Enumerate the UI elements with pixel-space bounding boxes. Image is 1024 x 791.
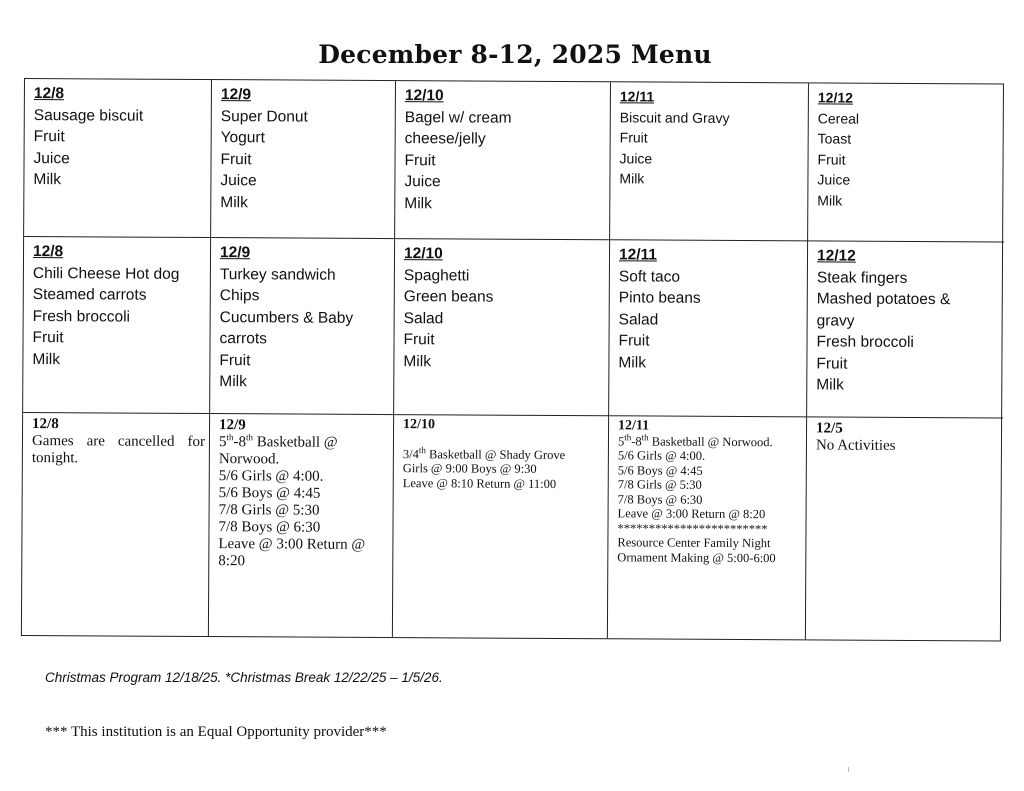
grade-a: 3/4 [402, 446, 419, 461]
menu-item: Salad [403, 309, 444, 327]
activity-line: 7/8 Girls @ 5:30 [218, 502, 320, 519]
ordinal: th [624, 431, 632, 442]
menu-item: Spaghetti [403, 266, 470, 284]
activity-rest: Basketball @ Shady Grove [425, 446, 566, 462]
date-label: 12/12 [817, 89, 853, 106]
activity-heading [219, 434, 389, 469]
menu-item: Milk [403, 352, 432, 370]
menu-item: Milk [219, 373, 247, 391]
menu-item: Milk [33, 171, 62, 189]
date-label: 12/8 [33, 85, 65, 103]
menu-item: gravy [816, 311, 855, 330]
lunch-row [23, 237, 1002, 418]
date-label: 12/5 [816, 420, 843, 437]
menu-item: Fruit [404, 151, 436, 169]
activity-line: Ornament Making @ 5:00-6:00 [617, 549, 776, 565]
menu-item: Soft taco [618, 267, 681, 286]
menu-item: Milk [817, 191, 843, 209]
menu-item: Fruit [817, 150, 846, 168]
activity-line: Resource Center Family Night [617, 535, 771, 551]
activity-text: Games are cancelled for tonight. [31, 433, 206, 467]
date-label: 12/11 [618, 246, 658, 264]
activity-line: 5/6 Girls @ 4:00. [617, 448, 706, 463]
date-label: 12/10 [404, 87, 444, 105]
breakfast-cell-tue [211, 80, 396, 239]
menu-item: Green beans [403, 288, 494, 306]
menu-item: Turkey sandwich [219, 265, 336, 284]
grade-b: -8 [631, 433, 642, 448]
menu-item: Juice [619, 149, 653, 167]
menu-item: Fruit [619, 129, 648, 146]
menu-item: Fruit [618, 332, 650, 350]
activity-heading [402, 444, 604, 463]
menu-item: Fresh broccoli [32, 307, 131, 326]
date-label: 12/8 [32, 243, 64, 261]
activity-line: 5/6 Girls @ 4:00. [218, 468, 324, 485]
activities-row [22, 413, 1001, 640]
menu-item: Fruit [219, 351, 251, 369]
menu-item: Salad [618, 310, 659, 329]
menu-item: Bagel w/ cream [404, 108, 512, 127]
menu-item: Fruit [403, 331, 435, 349]
menu-item: Juice [220, 172, 257, 190]
lunch-cell-wed [394, 239, 610, 416]
grade-a: 5 [218, 434, 227, 451]
menu-table [21, 78, 1004, 641]
activity-line: Leave @ 3:00 Return @ 8:20 [617, 506, 766, 522]
scan-mark [848, 767, 849, 772]
date-label: 12/9 [220, 86, 252, 104]
ordinal: th [226, 432, 234, 443]
menu-item: Cucumbers & Baby [219, 308, 354, 327]
menu-item: Toast [817, 130, 852, 147]
date-label: 12/9 [219, 244, 251, 262]
breakfast-cell-fri [808, 83, 1005, 242]
activities-cell-mon [22, 413, 210, 636]
ordinal: th [418, 444, 426, 455]
menu-item: Milk [404, 194, 432, 212]
menu-item: Milk [618, 353, 647, 371]
menu-item: carrots [219, 330, 267, 348]
activities-cell-wed [393, 415, 609, 638]
menu-item: Sausage biscuit [33, 106, 144, 125]
activity-rest: Basketball @ Norwood. [648, 433, 773, 449]
menu-item: Milk [619, 170, 645, 187]
activities-cell-thu [608, 416, 807, 639]
date-label: 12/9 [219, 417, 246, 434]
menu-item: Pinto beans [618, 289, 701, 307]
activity-text: No Activities [815, 437, 896, 454]
menu-item: Juice [33, 149, 70, 167]
breakfast-cell-mon [24, 79, 212, 238]
menu-item: Milk [32, 350, 61, 368]
breakfast-cell-wed [395, 81, 611, 240]
activity-line: 7/8 Boys @ 6:30 [617, 491, 703, 507]
activity-rest: Basketball @ Norwood. [218, 434, 338, 468]
menu-item: Cereal [817, 109, 860, 127]
menu-item: Fruit [32, 329, 64, 347]
activities-cell-fri [806, 417, 1003, 640]
breakfast-cell-thu [610, 82, 809, 241]
activity-line: 5/6 Boys @ 4:45 [218, 485, 321, 502]
spacer [403, 433, 604, 448]
page-title: December 8-12, 2025 Menu [318, 40, 712, 69]
menu-item: Fresh broccoli [816, 333, 914, 351]
date-label: 12/11 [618, 418, 650, 434]
lunch-cell-mon [23, 237, 211, 414]
menu-item: Chips [219, 287, 260, 305]
date-label: 12/8 [32, 416, 59, 433]
activity-line: 7/8 Girls @ 5:30 [617, 477, 702, 492]
menu-item: Chili Cheese Hot dog [32, 264, 180, 283]
date-label: 12/10 [403, 245, 443, 263]
grade-b: -8 [233, 434, 247, 451]
activity-line: 7/8 Boys @ 6:30 [218, 519, 321, 536]
activity-line: Girls @ 9:00 Boys @ 9:30 [402, 461, 537, 476]
date-label: 12/12 [816, 247, 856, 265]
breakfast-row [24, 79, 1003, 242]
menu-item: Mashed potatoes & [816, 290, 951, 309]
menu-item: Fruit [33, 128, 65, 146]
lunch-cell-thu [609, 240, 808, 417]
menu-item: Fruit [816, 354, 848, 373]
lunch-cell-tue [210, 238, 395, 415]
date-label: 12/10 [403, 417, 436, 433]
lunch-cell-fri [807, 241, 1004, 418]
menu-item: Biscuit and Gravy [619, 108, 730, 126]
menu-item: Super Donut [220, 107, 308, 126]
menu-item: Steak fingers [816, 268, 908, 287]
activity-line: 5/6 Boys @ 4:45 [617, 462, 703, 478]
holiday-note: Christmas Program 12/18/25. *Christmas Break 12/22/25 – 1/5/26. [45, 670, 443, 685]
grade-a: 5 [617, 433, 625, 448]
menu-item: Yogurt [220, 129, 265, 147]
menu-item: Juice [817, 171, 851, 188]
activity-line: Leave @ 8:10 Return @ 11:00 [402, 475, 557, 491]
menu-item: Fruit [220, 150, 252, 168]
divider-asterisks: ************************ [617, 520, 768, 536]
date-label: 12/11 [619, 88, 655, 105]
equal-opportunity-statement: *** This institution is an Equal Opportunity provider*** [45, 724, 387, 740]
menu-item: cheese/jelly [404, 130, 486, 148]
activity-heading [617, 431, 802, 450]
ordinal: th [641, 431, 649, 442]
ordinal: th [245, 432, 254, 443]
activities-cell-tue [209, 414, 394, 637]
menu-item: Juice [404, 173, 441, 191]
menu-item: Milk [220, 193, 248, 211]
activity-line: Leave @ 3:00 Return @ 8:20 [218, 536, 366, 570]
menu-item: Steamed carrots [32, 286, 147, 304]
menu-item: Milk [816, 376, 844, 394]
